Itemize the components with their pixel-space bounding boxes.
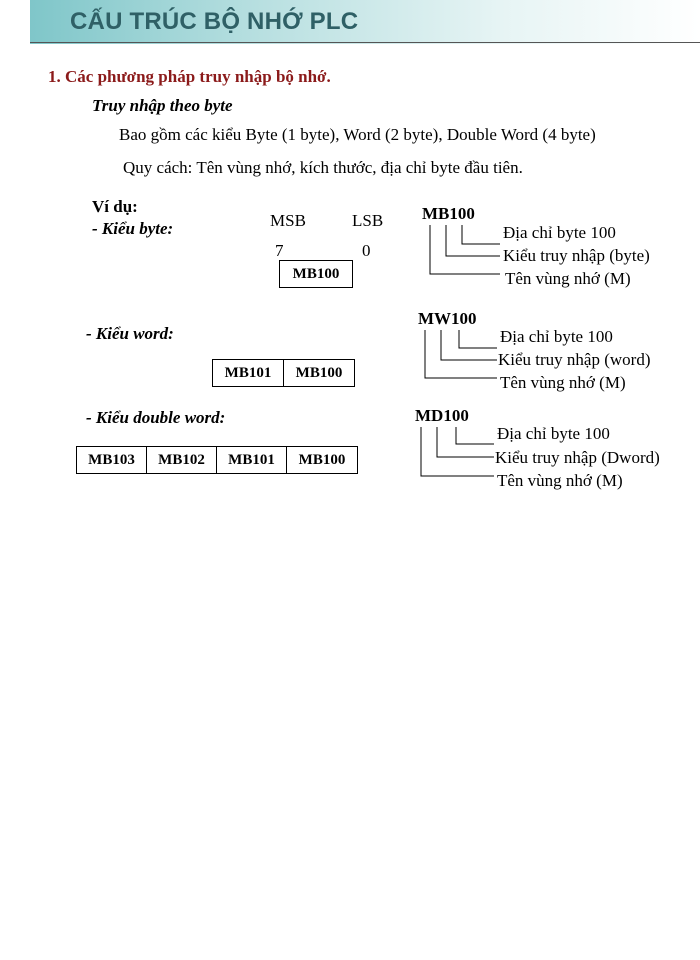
word-desc-address: Địa chỉ byte 100 <box>500 327 613 346</box>
page-title: CẤU TRÚC BỘ NHỚ PLC <box>70 8 359 35</box>
section-subheading: Truy nhập theo byte <box>92 96 233 115</box>
dword-desc-type: Kiểu truy nhập (Dword) <box>495 448 660 467</box>
byte-desc-address: Địa chỉ byte 100 <box>503 223 616 242</box>
word-desc-type: Kiểu truy nhập (word) <box>498 350 651 369</box>
paragraph-format: Quy cách: Tên vùng nhớ, kích thước, địa chỉ byte đầu tiên. <box>123 158 523 177</box>
byte-cell: MB100 <box>292 266 340 282</box>
example-label: Ví dụ: <box>92 197 138 216</box>
dword-cell: MB103 <box>77 447 147 473</box>
dword-desc-area: Tên vùng nhớ (M) <box>497 471 623 490</box>
msb-label: MSB <box>270 211 306 230</box>
byte-address-code: MB100 <box>422 204 475 223</box>
paragraph-types: Bao gồm các kiểu Byte (1 byte), Word (2 byte), Double Word (4 byte) <box>119 125 596 144</box>
byte-desc-area: Tên vùng nhớ (M) <box>505 269 631 288</box>
dword-cell: MB102 <box>147 447 217 473</box>
word-cell: MB100 <box>295 365 343 381</box>
word-address-code: MW100 <box>418 309 477 328</box>
dword-desc-address: Địa chỉ byte 100 <box>497 424 610 443</box>
dword-cell: MB101 <box>217 447 287 473</box>
section-heading: 1. Các phương pháp truy nhập bộ nhớ. <box>48 67 331 86</box>
bit-high-label: 7 <box>275 241 284 260</box>
dword-cell: MB100 <box>298 452 346 468</box>
byte-label: - Kiểu byte: <box>92 219 174 238</box>
word-label: - Kiểu word: <box>86 324 174 343</box>
word-cell: MB101 <box>213 360 284 386</box>
byte-desc-type: Kiểu truy nhập (byte) <box>503 246 650 265</box>
word-desc-area: Tên vùng nhớ (M) <box>500 373 626 392</box>
dword-label: - Kiểu double word: <box>86 408 226 427</box>
bit-low-label: 0 <box>362 241 371 260</box>
dword-address-code: MD100 <box>415 406 469 425</box>
lsb-label: LSB <box>352 211 384 230</box>
